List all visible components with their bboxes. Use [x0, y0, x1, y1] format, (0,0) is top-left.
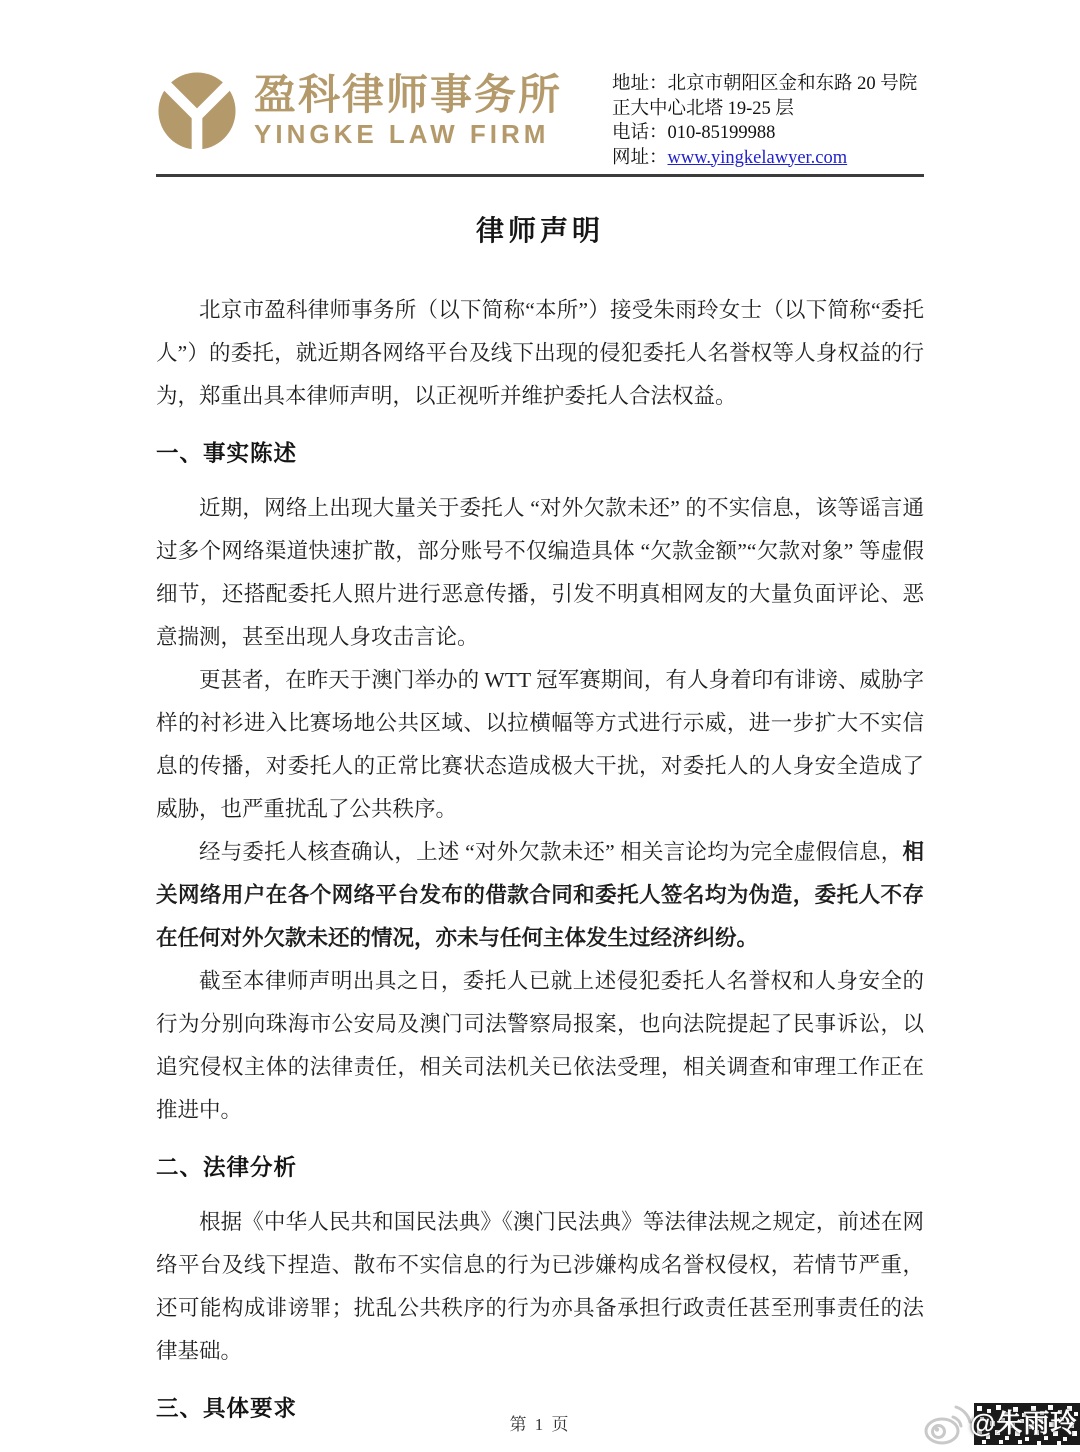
- document-title: 律师声明: [475, 216, 604, 247]
- section-2-paragraph-1: 根据《中华人民共和国民法典》《澳门民法典》等法律法规之规定，前述在网络平台及线下捏造、散布不实信息的行为已涉嫌构成名誉权侵权，若情节严重，还可能构成诽谤罪；扰乱公共秩序的行为亦具备承担行政责任甚至刑事责任的法律基础。: [156, 1210, 924, 1363]
- website-label: 网址：: [612, 147, 668, 168]
- address-line: 地址：北京市朝阳区金和东路 20 号院正大中心北塔 19-25 层: [612, 74, 918, 119]
- section-2-heading: 二、法律分析: [156, 1155, 298, 1180]
- qr-code: [970, 1403, 1080, 1445]
- website-line: [612, 146, 924, 171]
- section-1-heading: 一、事实陈述: [156, 441, 298, 466]
- section-1-paragraph-3: [156, 831, 924, 960]
- contact-info: [612, 70, 924, 170]
- section-1-paragraph-1: 近期，网络上出现大量关于委托人 “对外欠款未还” 的不实信息，该等谣言通过多个网络渠道快速扩散，部分账号不仅编造具体 “欠款金额”“欠款对象” 等虚假细节，还搭配委托人照片进行恶意传播，引发不明真相网友的大量负面评论、恶意揣测，甚至出现人身攻击言论。: [156, 496, 924, 649]
- firm-name-cn: 盈科律师事务所: [254, 71, 563, 119]
- intro-paragraph: 北京市盈科律师事务所（以下简称“本所”）接受朱雨玲女士（以下简称“委托人”）的委托，就近期各网络平台及线下出现的侵犯委托人名誉权等人身权益的行为，郑重出具本律师声明，以正视听并维护委托人合法权益。: [156, 298, 924, 408]
- firm-logo: [156, 70, 562, 152]
- firm-name-en: YINGKE LAW FIRM: [254, 118, 550, 149]
- section-3-heading: 三、具体要求: [156, 1396, 298, 1421]
- header-divider: [156, 174, 924, 177]
- paragraph-3-normal-run: 经与委托人核查确认，上述 “对外欠款未还” 相关言论均为完全虚假信息，: [199, 840, 903, 864]
- website-link[interactable]: www.yingkelawyer.com: [667, 147, 848, 168]
- weibo-watermark: [920, 1401, 1080, 1445]
- page-number: 第 1 页: [509, 1415, 571, 1434]
- paragraph-3-bold-run: 相关网络用户在各个网络平台发布的借款合同和委托人签名均为伪造，委托人不存在任何对外欠款未还的情况，亦未与任何主体发生过经济纠纷。: [156, 840, 924, 950]
- phone-line: 电话：010-85199988: [612, 123, 776, 143]
- section-1-paragraph-4: 截至本律师声明出具之日，委托人已就上述侵犯委托人名誉权和人身安全的行为分别向珠海市公安局及澳门司法警察局报案，也向法院提起了民事诉讼，以追究侵权主体的法律责任，相关司法机关已依法受理，相关调查和审理工作正在推进中。: [156, 969, 924, 1122]
- weibo-icon: [920, 1401, 972, 1447]
- yingke-logo-icon: [156, 70, 238, 152]
- watermark-handle: @朱雨玲: [970, 1408, 1078, 1438]
- letterhead: [156, 0, 924, 170]
- section-1-paragraph-2: 更甚者，在昨天于澳门举办的 WTT 冠军赛期间，有人身着印有诽谤、威胁字样的衬衫进入比赛场地公共区域、以拉横幅等方式进行示威，进一步扩大不实信息的传播，对委托人的正常比赛状态造成极大干扰，对委托人的人身安全造成了威胁，也严重扰乱了公共秩序。: [156, 668, 924, 821]
- firm-name-block: [254, 72, 562, 149]
